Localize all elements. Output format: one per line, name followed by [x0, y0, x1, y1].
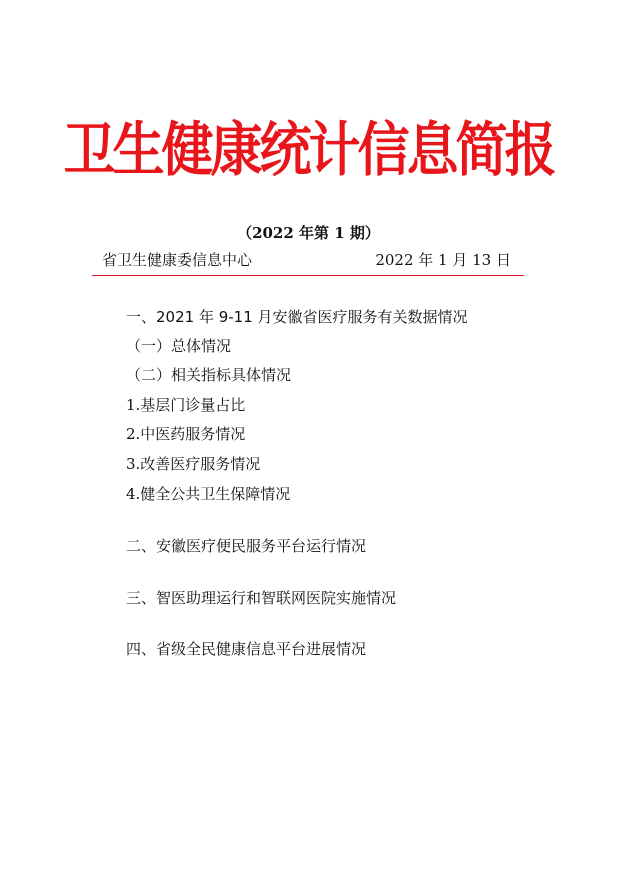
toc-section-2: 二、安徽医疗便民服务平台运行情况	[126, 537, 367, 555]
toc-section-1-item-4: 4.健全公共卫生保障情况	[126, 485, 291, 503]
issue-date: 2022 年 1 月 13 日	[375, 251, 511, 269]
issuer-name: 省卫生健康委信息中心	[102, 251, 253, 269]
toc-section-1-item-1: 1.基层门诊量占比	[126, 396, 246, 414]
toc-section-3: 三、智医助理运行和智联网医院实施情况	[126, 589, 397, 607]
toc-section-1-sub-1: （一）总体情况	[126, 337, 232, 355]
toc-section-1: 一、2021 年 9-11 月安徽省医疗服务有关数据情况	[126, 308, 468, 326]
toc-section-1-sub-2: （二）相关指标具体情况	[126, 366, 292, 384]
toc-section-4: 四、省级全民健康信息平台进展情况	[126, 640, 367, 658]
issue-number: （2022 年第 1 期）	[237, 224, 380, 242]
toc-section-1-item-2: 2.中医药服务情况	[126, 425, 246, 443]
toc-section-1-item-3: 3.改善医疗服务情况	[126, 455, 261, 473]
masthead-title: 卫生健康统计信息简报	[63, 116, 554, 185]
